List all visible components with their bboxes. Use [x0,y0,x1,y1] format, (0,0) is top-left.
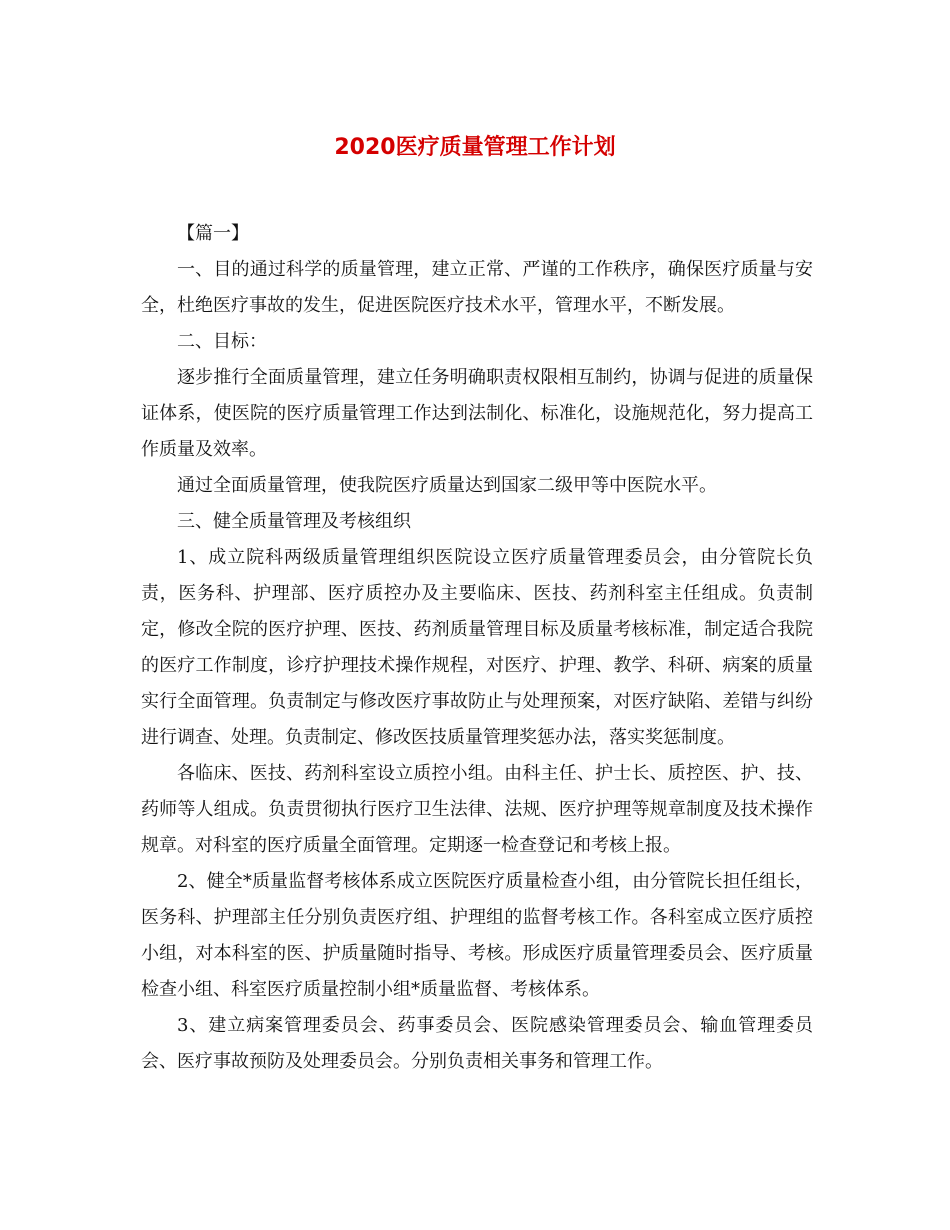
paragraph-item-1: 1、成立院科两级质量管理组织医院设立医疗质量管理委员会，由分管院长负责，医务科、护理部、医疗质控办及主要临床、医技、药剂科室主任组成。负责制定，修改全院的医疗护理、医技、药剂质量管理目标及质量考核标准，制定适合我院的医疗工作制度，诊疗护理技术操作规程，对医疗、护理、教学、科研、病案的质量实行全面管理。负责制定与修改医疗事故防止与处理预案，对医疗缺陷、差错与纠纷进行调查、处理。负责制定、修改医技质量管理奖惩办法，落实奖惩制度。 [141,547,813,748]
paragraph-goal-level: 通过全面质量管理，使我院医疗质量达到国家二级甲等中医院水平。 [177,475,717,496]
paragraph-purpose: 一、目的通过科学的质量管理，建立正常、严谨的工作秩序，确保医疗质量与安全，杜绝医疗事故的发生，促进医院医疗技术水平，管理水平，不断发展。 [141,259,813,316]
document-body [141,216,813,1080]
paragraph-goal-detail: 逐步推行全面质量管理，建立任务明确职责权限相互制约，协调与促进的质量保证体系，使医院的医疗质量管理工作达到法制化、标准化，设施规范化，努力提高工作质量及效率。 [141,367,813,460]
paragraph-goal-heading: 二、目标： [177,331,267,352]
document-title: 2020医疗质量管理工作计划 [334,135,616,160]
paragraph-department-groups: 各临床、医技、药剂科室设立质控小组。由科主任、护士长、质控医、护、技、药师等人组成。负责贯彻执行医疗卫生法律、法规、医疗护理等规章制度及技术操作规章。对科室的医疗质量全面管理。定期逐一检查登记和考核上报。 [141,763,813,856]
paragraph-organization-heading: 三、健全质量管理及考核组织 [177,511,411,532]
paragraph-item-3: 3、建立病案管理委员会、药事委员会、医院感染管理委员会、输血管理委员会、医疗事故预防及处理委员会。分别负责相关事务和管理工作。 [141,1015,813,1072]
section-heading-part-one: 【篇一】 [177,223,249,244]
paragraph-item-2: 2、健全*质量监督考核体系成立医院医疗质量检查小组，由分管院长担任组长，医务科、护理部主任分别负责医疗组、护理组的监督考核工作。各科室成立医疗质控小组，对本科室的医、护质量随时指导、考核。形成医疗质量管理委员会、医疗质量检查小组、科室医疗质量控制小组*质量监督、考核体系。 [141,871,813,1000]
